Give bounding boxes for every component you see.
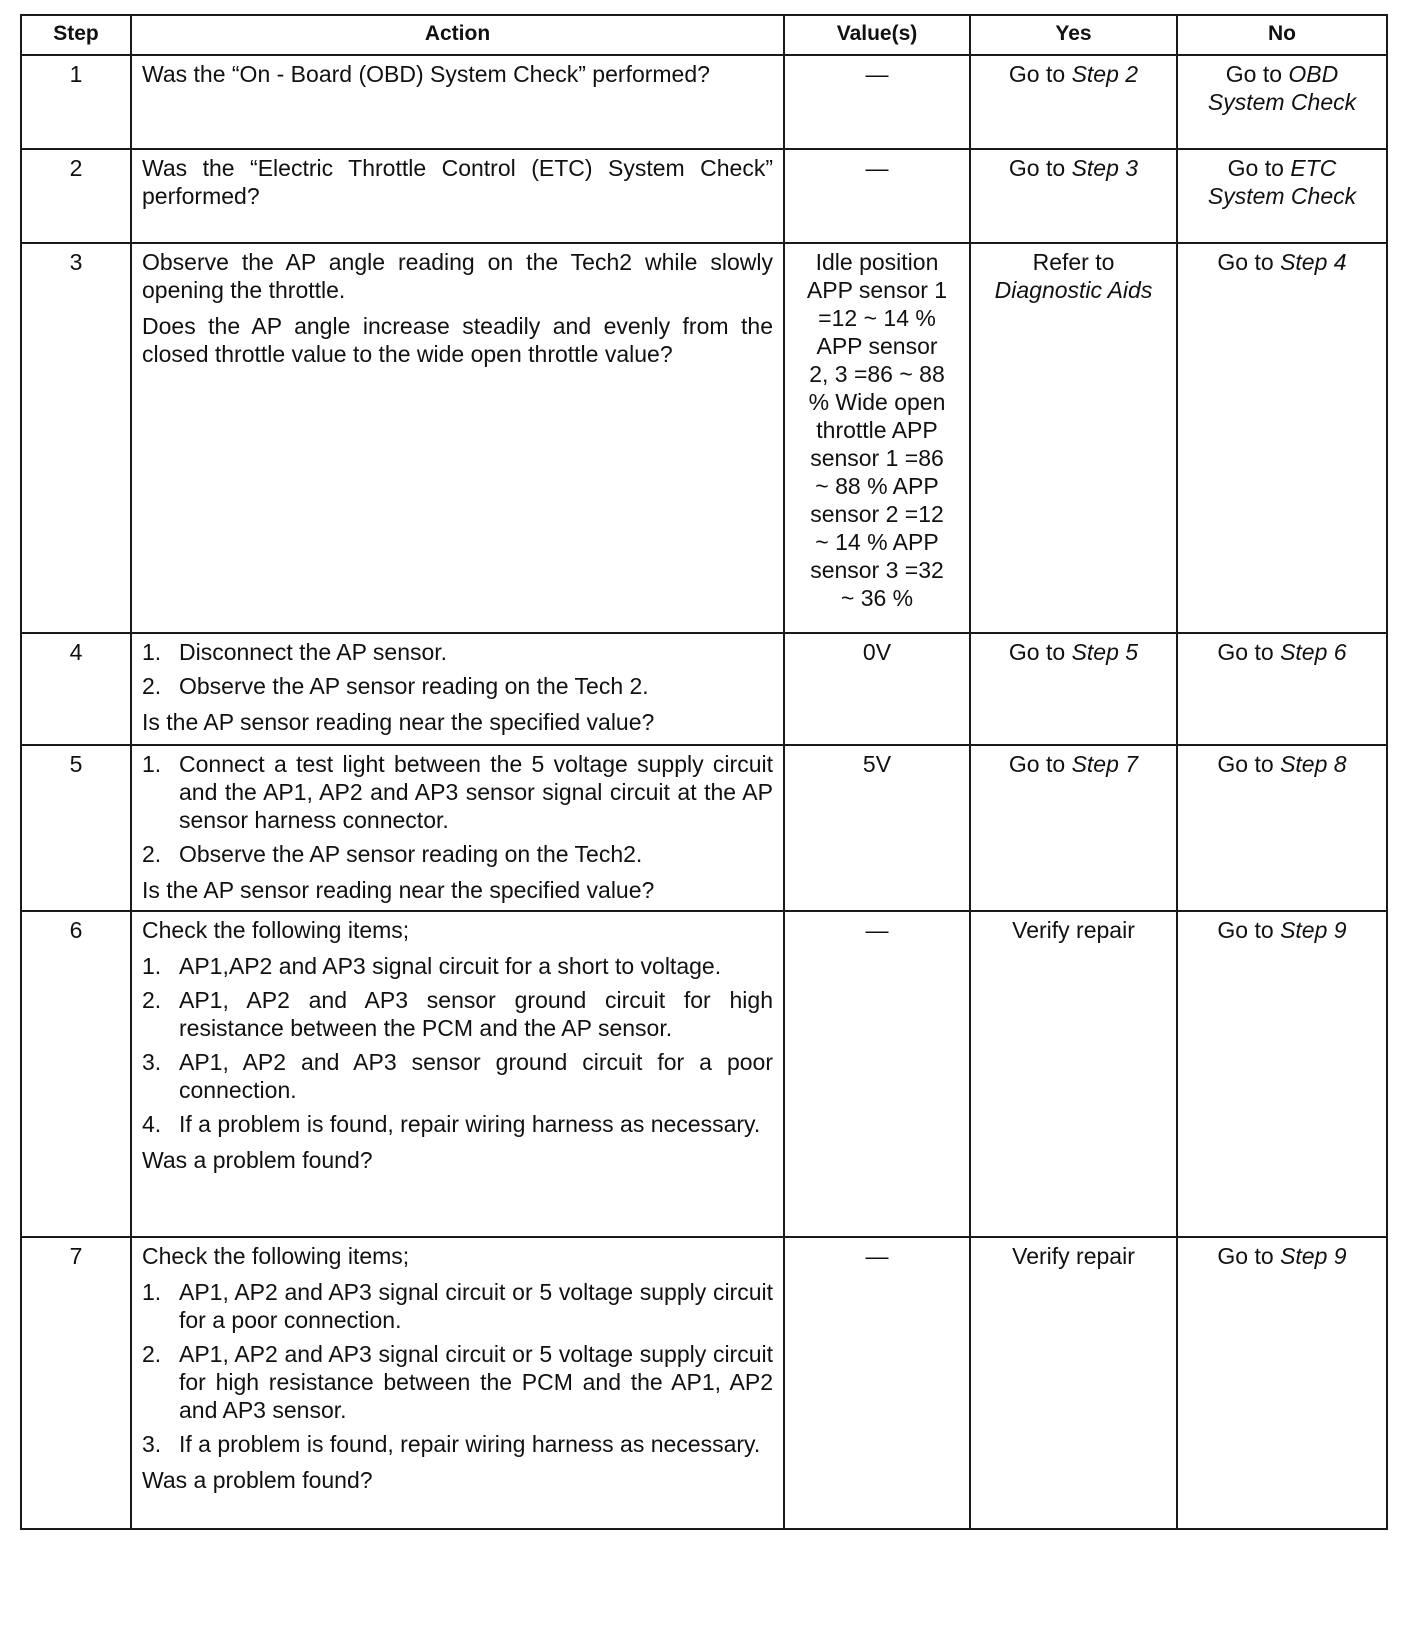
step-number: 4 [21,633,131,745]
value-line: sensor 3 =32 [810,557,944,583]
action-list [142,638,773,700]
value-line: throttle APP [816,417,938,443]
header-yes: Yes [970,15,1177,55]
yes-cell: Verify repair [970,1237,1177,1529]
action-intro: Check the following items; [142,917,410,943]
action-text: Observe the AP angle reading on the Tech2 while slowly opening the throttle. [142,249,773,303]
value-line: =12 ~ 14 % [818,305,936,331]
step-number: 3 [21,243,131,633]
list-item: 1. AP1, AP2 and AP3 signal circuit or 5 voltage supply circuit for a poor connection. [142,1279,773,1333]
yes-cell [970,243,1177,633]
list-item: 2. AP1, AP2 and AP3 signal circuit or 5 voltage supply circuit for high resistance between the PCM and the AP1, AP2 and AP3 sensor. [142,1341,773,1423]
no-cell [1177,911,1387,1237]
value-line: ~ 36 % [840,585,914,611]
action-list [142,1278,773,1458]
no-prefix: Go to [1225,61,1289,87]
no-cell [1177,243,1387,633]
yes-prefix: Go to [1008,751,1072,777]
list-item: 2. AP1, AP2 and AP3 sensor ground circuit for high resistance between the PCM and the AP sensor. [142,987,773,1041]
yes-prefix: Refer to [1032,249,1115,275]
step-number: 1 [21,55,131,149]
yes-step-ref: Step 2 [1071,61,1139,87]
yes-cell [970,745,1177,911]
no-prefix: Go to [1217,751,1281,777]
step-number: 2 [21,149,131,243]
value-line: % Wide open [808,389,946,415]
table-row [21,149,1387,243]
no-cell [1177,1237,1387,1529]
step-number: 7 [21,1237,131,1529]
no-prefix: Go to [1227,155,1291,181]
list-item: 3. AP1, AP2 and AP3 sensor ground circuit for a poor connection. [142,1049,773,1103]
no-cell [1177,149,1387,243]
action-question: Is the AP sensor reading near the specified value? [142,709,655,735]
header-step: Step [21,15,131,55]
yes-cell [970,149,1177,243]
no-prefix: Go to [1217,249,1281,275]
action-question: Was a problem found? [142,1467,373,1493]
list-item: 1. Disconnect the AP sensor. [142,639,448,665]
no-step-ref: Step 8 [1280,751,1347,777]
no-prefix: Go to [1217,1243,1281,1269]
value-line: ~ 14 % APP [815,529,939,555]
list-item: 1. Connect a test light between the 5 voltage supply circuit and the AP1, AP2 and AP3 sensor signal circuit at the AP sensor harness connector. [142,751,773,833]
value-line: Idle position [815,249,939,275]
no-cell [1177,55,1387,149]
header-no: No [1177,15,1387,55]
yes-prefix: Go to [1008,61,1072,87]
value-line: APP sensor 1 [806,277,948,303]
table-row [21,633,1387,745]
action-cell [131,55,784,149]
value-cell: — [784,911,970,1237]
action-cell [131,911,784,1237]
value-line: APP sensor [816,333,938,359]
step-number: 5 [21,745,131,911]
yes-step-ref: Step 3 [1071,155,1139,181]
action-question: Is the AP sensor reading near the specified value? [142,877,655,903]
no-prefix: Go to [1217,917,1281,943]
header-row [21,15,1387,55]
list-item: 2. Observe the AP sensor reading on the Tech 2. [142,673,649,699]
yes-prefix: Go to [1008,155,1072,181]
yes-step-ref: Step 7 [1071,751,1139,777]
list-item: 1. AP1,AP2 and AP3 signal circuit for a short to voltage. [142,953,722,979]
table-row [21,745,1387,911]
value-line: 2, 3 =86 ~ 88 [809,361,945,387]
header-action: Action [131,15,784,55]
action-list [142,952,773,1138]
action-question: Does the AP angle increase steadily and evenly from the closed throttle value to the wide open throttle value? [142,313,773,367]
action-list [142,750,773,868]
yes-step-ref: Step 5 [1071,639,1139,665]
action-cell [131,243,784,633]
no-cell [1177,745,1387,911]
yes-prefix: Go to [1008,639,1072,665]
list-item: 2. Observe the AP sensor reading on the Tech2. [142,841,643,867]
action-question: Was a problem found? [142,1147,373,1173]
action-cell [131,745,784,911]
value-cell: 5V [784,745,970,911]
yes-step-ref: Diagnostic Aids [994,277,1153,303]
no-prefix: Go to [1217,639,1281,665]
list-item: 4. If a problem is found, repair wiring harness as necessary. [142,1111,761,1137]
value-cell [784,243,970,633]
list-item: 3. If a problem is found, repair wiring harness as necessary. [142,1431,761,1457]
action-text: Was the “Electric Throttle Control (ETC) System Check” performed? [142,155,773,209]
no-step-ref: ETC System Check [1207,155,1357,209]
action-cell [131,633,784,745]
yes-cell: Verify repair [970,911,1177,1237]
no-step-ref: Step 4 [1280,249,1347,275]
no-step-ref: Step 9 [1280,917,1347,943]
no-cell [1177,633,1387,745]
action-intro: Check the following items; [142,1243,410,1269]
diagnostic-table [20,14,1388,1530]
diagnostic-table-container [20,14,1388,1530]
yes-cell [970,633,1177,745]
no-step-ref: Step 9 [1280,1243,1347,1269]
value-line: sensor 1 =86 [810,445,944,471]
table-row [21,911,1387,1237]
header-values: Value(s) [784,15,970,55]
action-text: Was the “On - Board (OBD) System Check” performed? [142,61,710,87]
table-row [21,243,1387,633]
value-cell: — [784,1237,970,1529]
no-step-ref: Step 6 [1280,639,1347,665]
value-cell: — [784,149,970,243]
value-line: ~ 88 % APP [815,473,939,499]
action-cell [131,1237,784,1529]
table-row [21,1237,1387,1529]
value-cell: 0V [784,633,970,745]
value-line: sensor 2 =12 [810,501,944,527]
step-number: 6 [21,911,131,1237]
yes-cell [970,55,1177,149]
action-cell [131,149,784,243]
value-cell: — [784,55,970,149]
table-row [21,55,1387,149]
no-step-ref: OBD System Check [1207,61,1357,115]
